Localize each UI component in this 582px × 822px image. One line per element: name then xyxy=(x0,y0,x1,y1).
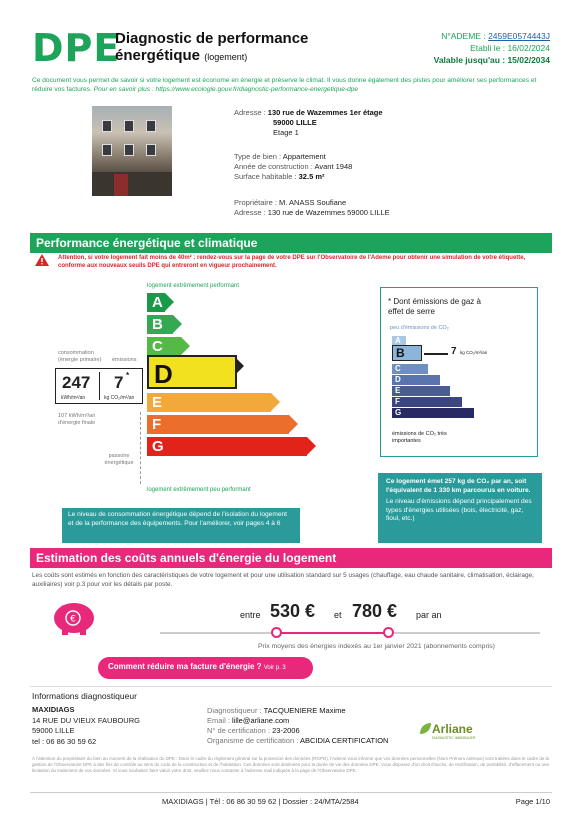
cost-low-marker xyxy=(271,627,282,638)
cert-value: 23-2006 xyxy=(272,726,300,735)
owner-label: Propriétaire : xyxy=(234,198,277,207)
cost-high-marker xyxy=(383,627,394,638)
ademe-label: N°ADEME : xyxy=(441,31,486,41)
divider xyxy=(30,686,552,687)
page-title xyxy=(115,30,355,66)
intro-text xyxy=(32,76,552,94)
ges-class-c: C xyxy=(392,364,428,374)
ges-pointer-line xyxy=(424,353,448,355)
type-label: Type de bien : xyxy=(234,152,282,161)
valid-date: Valable jusqu'au : 15/02/2034 xyxy=(433,55,550,65)
energy-value: 247 xyxy=(62,373,91,392)
warning-text: Attention, si votre logement fait moins de 40m² : rendez-vous sur la page de votre DPE sur l'Observatoire de l'Ademe pour obtenir une simulation de votre étiquette, conforme aux nouveaux seuils DPE qui entreront en vigueur prochainement. xyxy=(58,255,526,269)
energy-class-label: F xyxy=(152,416,162,433)
energy-class-c xyxy=(147,337,181,356)
property-address xyxy=(234,108,383,138)
email-label: Email : xyxy=(207,716,230,725)
diag-company: MAXIDIAGS xyxy=(32,705,75,714)
document-meta xyxy=(434,30,550,66)
tips-button[interactable] xyxy=(98,657,313,679)
cost-range-fill xyxy=(276,632,388,634)
footer-page: Page 1/10 xyxy=(515,797,550,806)
energy-scale-top-caption: logement extrêmement performant xyxy=(147,283,240,289)
tips-ref: Voir p. 3 xyxy=(263,665,286,671)
surface-value: 32.5 m² xyxy=(298,172,325,181)
email-value[interactable]: lille@arliane.com xyxy=(232,716,290,725)
energy-class-label: E xyxy=(152,394,163,411)
footer-left: MAXIDIAGS | Tél : 06 86 30 59 62 | Dossier : 24/MTA/2584 xyxy=(162,797,359,806)
final-energy-label: 107 kWh/m²/an d'énergie finale xyxy=(58,413,96,426)
cost-and: et xyxy=(334,610,342,620)
energy-class-label: D xyxy=(154,359,173,389)
ges-note-text: Le niveau d'émissions dépend principalement des types d'énergies utilisées (bois, électricité, gaz, fioul, etc.) xyxy=(386,498,532,522)
intro-body: Ce document vous permet de savoir si votre logement est économe en énergie et préserve le climat. Il vous donne également des pistes pour améliorer ses performances et réduire vos factures. xyxy=(32,77,537,93)
energy-class-a xyxy=(147,293,165,312)
energy-class-f xyxy=(147,415,289,434)
emission-star: * xyxy=(126,371,130,380)
surface-label: Surface habitable : xyxy=(234,172,297,181)
diag-section-title: Informations diagnostiqueur xyxy=(32,691,137,701)
cost-between: entre xyxy=(240,610,261,620)
energy-class-b xyxy=(147,315,173,334)
issue-date: Etabli le : 16/02/2024 xyxy=(470,43,550,53)
diag-street: 14 RUE DU VIEUX FAUBOURG xyxy=(32,715,140,725)
energy-unit: kWh/m²/an xyxy=(61,395,86,401)
emissions-label: émissions xyxy=(112,357,137,363)
owner-details xyxy=(234,198,390,218)
energy-scale-bottom-caption: logement extrêmement peu performant xyxy=(147,487,251,493)
year-label: Année de construction : xyxy=(234,162,313,171)
address-label: Adresse : xyxy=(234,108,266,117)
tips-label: Comment réduire ma facture d'énergie ? xyxy=(108,662,262,671)
ges-class-a: A xyxy=(392,336,406,346)
ges-title: * Dont émissions de gaz à effet de serre xyxy=(388,297,481,316)
cost-per-year: par an xyxy=(416,610,442,620)
ges-class-f: F xyxy=(392,397,462,407)
diag-tel: tel : 06 86 30 59 62 xyxy=(32,736,97,746)
address-line1: 130 rue de Wazemmes 1er étage xyxy=(267,108,383,117)
cost-prices-note: Prix moyens des énergies indexés au 1er janvier 2021 (abonnements compris) xyxy=(258,643,495,650)
cost-low: 530 € xyxy=(270,601,316,621)
owner-value: M. ANASS Soufiane xyxy=(279,198,347,207)
diag-company-block xyxy=(32,705,140,747)
property-details xyxy=(234,152,352,182)
passoire-label: passoire énergétique xyxy=(104,453,134,466)
diag-label: Diagnostiqueur : xyxy=(207,706,262,715)
owner-address-value: 130 rue de Wazemmes 59000 LILLE xyxy=(267,208,390,217)
energy-class-label: G xyxy=(152,438,164,455)
property-photo xyxy=(92,106,172,196)
legal-notice: À l'attention du propriétaire du bien au moment de la réalisation du DPE : Dans le cadre du règlement général sur la protection des données (RGPD), l'Ademe vous informe que vos données personnelles (Nom Prénom Adresse) sont traitées dans le cadre de la gestion de l'Observatoire DPE à des fins de contrôle au sens du code de la construction et de l'habitation. Ces données sont destinées pour la durée de vie des données DPE. Vous disposez d'un droit d'accès, de rectification, de portabilité, d'effacement ou une limitation du traitement de vos données. Si vous souhaitez faire valoir votre droit, veuillez nous contacter à l'adresse mail indiquée à la page de l'Observatoire DPE. xyxy=(32,756,550,773)
diag-person-block xyxy=(207,706,388,746)
diag-city: 59000 LILLE xyxy=(32,726,75,735)
ademe-number-link[interactable]: 2459E0574443J xyxy=(488,31,550,41)
ges-unit: kg CO₂/m²/an xyxy=(460,350,488,355)
energy-value-box xyxy=(55,368,143,404)
year-value: Avant 1948 xyxy=(314,162,353,171)
emission-unit: kg CO₂/m²/an xyxy=(104,395,135,401)
costs-text: Les coûts sont estimés en fonction des caractéristiques de votre logement et pour une utilisation standard sur 5 usages (chauffage, eau chaude sanitaire, climatisation, éclairage, auxiliaires) voir p.3 pour voir les détails par poste. xyxy=(32,572,534,588)
emission-value: 7 xyxy=(114,373,124,392)
svg-text:€: € xyxy=(70,614,76,625)
address-line3: Etage 1 xyxy=(273,128,299,137)
owner-address-label: Adresse : xyxy=(234,208,266,217)
intro-link[interactable]: Pour en savoir plus : https://www.ecologie.gouv.fr/diagnostic-performance-energetique-dpe xyxy=(93,86,359,93)
dpe-logo: DPE xyxy=(32,26,121,70)
performance-section-title: Performance énergétique et climatique xyxy=(30,233,552,253)
type-value: Appartement xyxy=(282,152,326,161)
ges-note-bold: Ce logement émet 257 kg de CO₂ par an, soit l'équivalent de 1 330 km parcourus en voiture. xyxy=(386,478,531,494)
brand-name: Arliane xyxy=(432,722,473,736)
energy-note: Le niveau de consommation énergétique dépend de l'isolation du logement et de la performance des équipements. Pour l'améliorer, voir pages 4 à 6 xyxy=(62,508,300,543)
ges-class-g: G xyxy=(392,408,474,418)
ges-top-caption: peu d'émissions de CO₂ xyxy=(390,325,449,331)
ges-value: 7 xyxy=(451,346,457,357)
energy-class-g xyxy=(147,437,307,456)
energy-class-d xyxy=(147,355,237,389)
diag-value: TACQUENIERE Maxime xyxy=(263,706,346,715)
title-subtitle: (logement) xyxy=(204,52,248,62)
cert-label: N° de certification : xyxy=(207,726,271,735)
org-label: Organisme de certification : xyxy=(207,736,299,745)
energy-class-e xyxy=(147,393,271,412)
consumption-label: consommation (énergie primaire) xyxy=(58,350,102,363)
energy-class-label: A xyxy=(152,294,163,311)
energy-class-label: C xyxy=(152,338,163,355)
brand-sub: DIAGNOSTIC IMMOBILIER xyxy=(432,736,476,740)
ges-bottom-caption: émissions de CO₂ très importantes xyxy=(392,431,447,444)
address-line2: 59000 LILLE xyxy=(273,118,317,127)
warning-icon xyxy=(35,254,49,266)
title-text: Diagnostic de performance énergétique xyxy=(115,30,309,64)
piggy-bank-icon xyxy=(52,597,96,637)
ges-class-d: D xyxy=(392,375,440,385)
costs-section-title: Estimation des coûts annuels d'énergie du logement xyxy=(30,548,552,568)
ges-class-b: B xyxy=(392,345,422,361)
footer-divider xyxy=(30,792,552,793)
cost-high: 780 € xyxy=(352,601,398,621)
arliane-leaf-icon xyxy=(418,722,432,736)
ges-class-e: E xyxy=(392,386,450,396)
passoire-bracket xyxy=(140,412,141,484)
energy-class-label: B xyxy=(152,316,163,333)
org-value: ABCIDIA CERTIFICATION xyxy=(299,736,389,745)
ges-note xyxy=(378,473,542,543)
